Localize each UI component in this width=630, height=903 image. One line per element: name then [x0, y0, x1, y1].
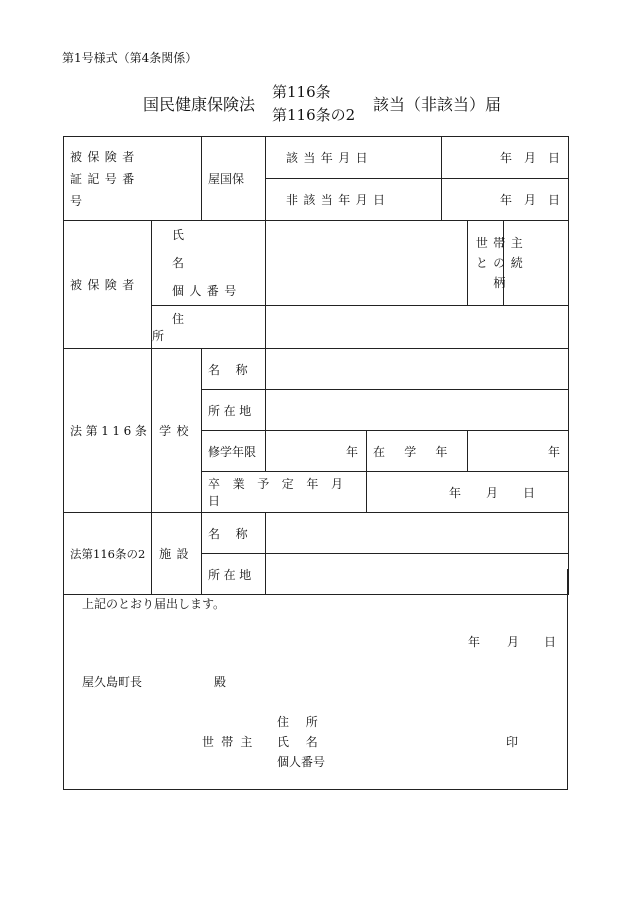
applicant-id-number-label: 個人番号: [277, 755, 326, 769]
declaration-section: [63, 569, 568, 790]
form-number: 第1号様式（第4条関係）: [62, 51, 198, 65]
graduation-day: 日: [523, 485, 536, 500]
title-article-116: 第116条: [272, 83, 331, 101]
applicable-date-day: 日: [548, 151, 561, 165]
study-period-field[interactable]: [266, 431, 367, 472]
applicable-date-month: 月: [524, 151, 537, 165]
art116-label-cell: [64, 349, 152, 513]
in-school-unit: 年: [548, 444, 561, 459]
insured-id-prefix: 屋国保: [208, 172, 245, 186]
in-school-label-cell: [367, 431, 468, 472]
school-location-label-cell: [202, 390, 266, 431]
relation-label: 世帯主との続柄: [475, 236, 529, 290]
name-idnumber-label-cell: [152, 221, 266, 306]
graduation-label: 卒業予定年月日: [208, 477, 356, 508]
insured-person-label: 被保険者: [70, 278, 140, 292]
notification-form-table: [63, 136, 569, 595]
applicable-date-field[interactable]: [442, 137, 569, 179]
art116-label: 法第116条: [70, 424, 151, 438]
declaration-date-year: 年: [468, 635, 481, 649]
address-field[interactable]: [266, 306, 569, 349]
study-period-label-cell: [202, 431, 266, 472]
id-number-label: 個人番号: [172, 284, 242, 298]
school-location-field[interactable]: [266, 390, 569, 431]
non-applicable-date-month: 月: [524, 193, 537, 207]
insured-id-label: 被保険者証記号番号: [70, 149, 140, 208]
school-name-field[interactable]: [266, 349, 569, 390]
insured-id-label-cell: [64, 137, 202, 221]
householder-label: 世帯主: [202, 735, 260, 749]
graduation-month: 月: [486, 485, 499, 500]
non-applicable-date-label-cell: [266, 179, 442, 221]
graduation-date-field[interactable]: [367, 472, 569, 513]
non-applicable-date-label: 非該当年月日: [286, 193, 391, 207]
insured-person-label-cell: [64, 221, 152, 349]
applicant-name-label: 氏名: [277, 735, 335, 749]
facility-name-field[interactable]: [266, 513, 569, 554]
facility-name-label-cell: [202, 513, 266, 554]
seal-label: 印: [506, 735, 519, 749]
graduation-label-cell: [202, 472, 367, 513]
school-label: 学校: [159, 424, 194, 438]
study-period-unit: 年: [345, 444, 358, 459]
applicable-date-label: 該当年月日: [286, 151, 374, 165]
address-label: 住所: [152, 312, 227, 343]
title-law-name: 国民健康保険法: [143, 95, 256, 114]
art116-2-label: 法第116条の2: [70, 546, 146, 561]
addressee: 屋久島町長: [82, 675, 143, 689]
name-idnumber-field[interactable]: [266, 221, 468, 306]
declaration-statement: 上記のとおり届出します。: [82, 597, 226, 611]
non-applicable-date-year: 年: [500, 193, 513, 207]
school-location-label: 所在地: [208, 403, 255, 418]
facility-name-label: 名称: [208, 526, 264, 541]
declaration-date-month: 月: [507, 635, 520, 649]
facility-label: 施設: [159, 547, 194, 561]
applicable-date-label-cell: [266, 137, 442, 179]
name-label: 氏名: [172, 228, 227, 270]
title-article-116-2: 第116条の2: [272, 106, 356, 124]
school-name-label-cell: [202, 349, 266, 390]
in-school-label: 在学年: [373, 444, 467, 459]
insured-id-value-cell[interactable]: [202, 137, 266, 221]
title-notification-type: 該当（非該当）届: [373, 95, 502, 114]
non-applicable-date-field[interactable]: [442, 179, 569, 221]
school-label-cell: [152, 349, 202, 513]
addressee-honorific: 殿: [214, 675, 227, 689]
facility-location-label: 所在地: [208, 567, 255, 582]
graduation-year: 年: [449, 485, 462, 500]
non-applicable-date-day: 日: [548, 193, 561, 207]
applicable-date-year: 年: [500, 151, 513, 165]
in-school-field[interactable]: [468, 431, 569, 472]
address-label-cell: [152, 306, 266, 349]
study-period-label: 修学年限: [208, 444, 257, 459]
school-name-label: 名称: [208, 362, 264, 377]
relation-label-cell: [468, 221, 529, 306]
declaration-date-day: 日: [544, 635, 557, 649]
applicant-address-label: 住所: [277, 715, 335, 729]
